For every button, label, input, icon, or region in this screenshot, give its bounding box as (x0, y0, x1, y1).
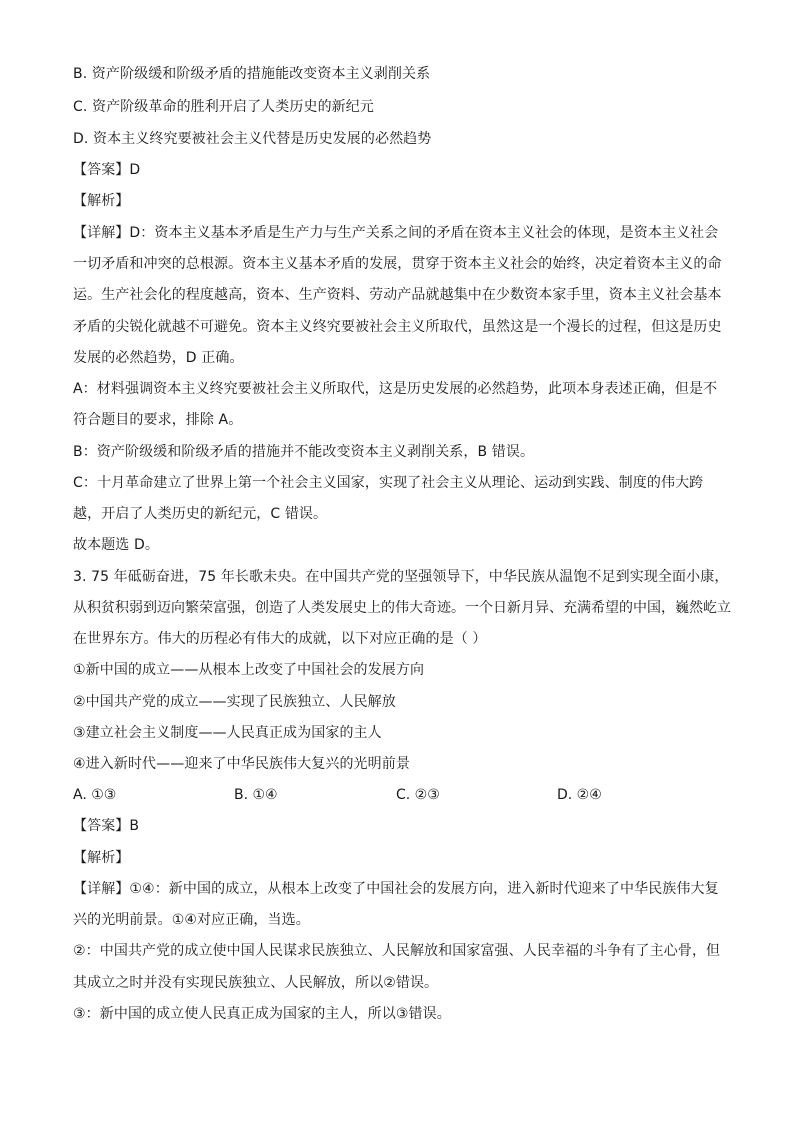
explanation-line: ②：中国共产党的成立使中国人民谋求民族独立、人民解放和国家富强、人民幸福的斗争有了主心骨，但 (73, 943, 721, 959)
explanation-line: 一切矛盾和冲突的总根源。资本主义基本矛盾的发展，贯穿于资本主义社会的始终，决定着资本主义的命 (73, 256, 722, 272)
option-b: B. 资产阶级缓和阶级矛盾的措施能改变资本主义剥削关系 (73, 66, 431, 82)
choice-b: B. ①④ (234, 787, 278, 803)
explanation-line: ③：新中国的成立使人民真正成为国家的主人，所以③错误。 (73, 1006, 451, 1022)
choice-d: D. ②④ (557, 787, 602, 803)
explanation-line: 【详解】①④：新中国的成立，从根本上改变了中国社会的发展方向，进入新时代迎来了中华民族伟大复 (73, 881, 719, 897)
question-stem-line: 3. 75 年砥砺奋进，75 年长歌未央。在中国共产党的坚强领导下，中华民族从温饱不足到实现全面小康， (73, 569, 729, 585)
statement-3: ③建立社会主义制度——人民真正成为国家的主人 (73, 725, 382, 741)
explanation-line: 矛盾的尖锐化就越不可避免。资本主义终究要被社会主义所取代，虽然这是一个漫长的过程，但这是历史 (73, 319, 722, 335)
explanation-line: 越，开启了人类历史的新纪元，C 错误。 (73, 506, 328, 522)
explanation-line: A：材料强调资本主义终究要被社会主义所取代，这是历史发展的必然趋势，此项本身表述正确，但是不 (73, 381, 718, 397)
explanation-line: 运。生产社会化的程度越高，资本、生产资料、劳动产品就越集中在少数资本家手里，资本主义社会基本 (73, 287, 722, 303)
statement-1: ①新中国的成立——从根本上改变了中国社会的发展方向 (73, 662, 425, 678)
explanation-line: 其成立之时并没有实现民族独立、人民解放，所以②错误。 (73, 975, 439, 991)
choice-c: C. ②③ (396, 787, 440, 803)
answer-label: 【答案】D (73, 162, 141, 178)
option-d: D. 资本主义终究要被社会主义代替是历史发展的必然趋势 (73, 131, 432, 147)
statement-4: ④进入新时代——迎来了中华民族伟大复兴的光明前景 (73, 756, 410, 772)
explanation-line: 发展的必然趋势，D 正确。 (73, 350, 244, 366)
explanation-line: 符合题目的要求，排除 A。 (73, 412, 243, 428)
analysis-label: 【解析】 (73, 193, 130, 209)
choice-a: A. ①③ (73, 787, 117, 803)
question-stem-line: 从积贫积弱到迈向繁荣富强，创造了人类发展史上的伟大奇迹。一个日新月异、充满希望的中国，巍然屹立 (73, 600, 731, 616)
explanation-line: C：十月革命建立了世界上第一个社会主义国家，实现了社会主义从理论、运动到实践、制度的伟大跨 (73, 475, 704, 491)
explanation-line: B：资产阶级缓和阶级矛盾的措施并不能改变资本主义剥削关系，B 错误。 (73, 444, 535, 460)
explanation-line: 兴的光明前景。①④对应正确，当选。 (73, 912, 310, 928)
conclusion-line: 故本题选 D。 (73, 537, 159, 553)
question-stem-line: 在世界东方。伟大的历程必有伟大的成就，以下对应正确的是（ ） (73, 631, 487, 647)
answer-label: 【答案】B (73, 818, 140, 834)
explanation-line: 【详解】D：资本主义基本矛盾是生产力与生产关系之间的矛盾在资本主义社会的体现，是资本主义社会 (73, 225, 719, 241)
statement-2: ②中国共产党的成立——实现了民族独立、人民解放 (73, 694, 396, 710)
option-c: C. 资产阶级革命的胜利开启了人类历史的新纪元 (73, 99, 374, 115)
analysis-label: 【解析】 (73, 850, 130, 866)
